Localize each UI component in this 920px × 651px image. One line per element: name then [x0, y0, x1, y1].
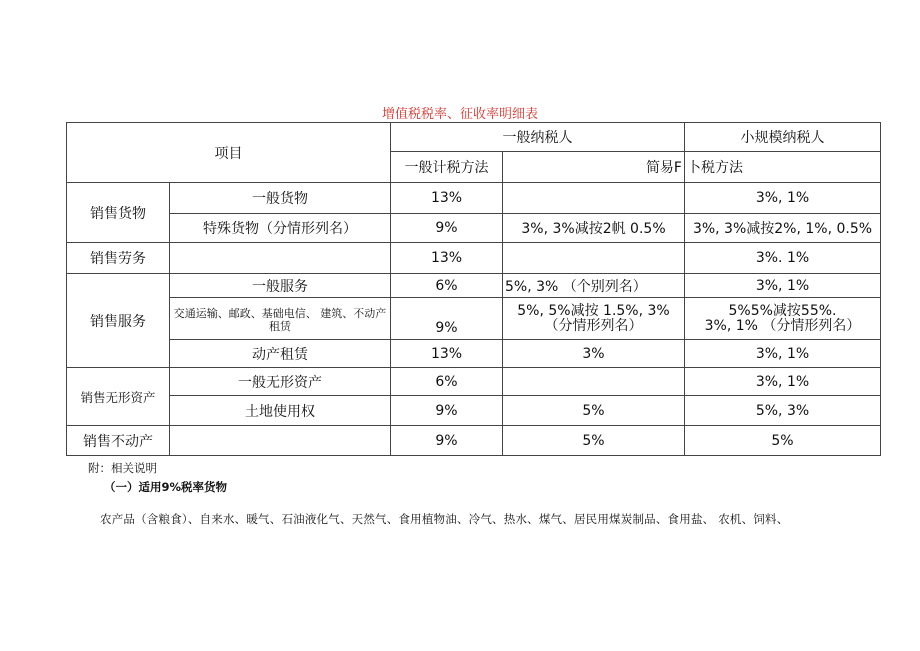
- header-item: 项目: [67, 123, 391, 183]
- table-row: [67, 368, 881, 396]
- category-cell: 销售不动产: [67, 426, 170, 456]
- simple-rate-cell: 5%: [503, 426, 685, 456]
- header-small-taxpayer: 小规模纳税人: [685, 123, 881, 152]
- simple-rate-line: 5%, 5%减按 1.5%, 3%: [517, 302, 670, 319]
- small-rate-cell: [685, 298, 881, 340]
- rate-cell: 6%: [391, 368, 503, 396]
- simple-rate-cell: [503, 183, 685, 214]
- small-rate-line: 3%, 1% （分情形列名）: [704, 317, 861, 334]
- small-rate-cell: 3%, 1%: [685, 274, 881, 298]
- item-cell: 一般无形资产: [170, 368, 391, 396]
- header-simple-method-right: 卜税方法: [685, 152, 881, 183]
- small-rate-cell: 3%, 1%: [685, 340, 881, 368]
- simple-rate-cell: 3%, 3%减按2帆 0.5%: [503, 214, 685, 243]
- small-rate-cell: 3%. 1%: [685, 243, 881, 274]
- item-cell: 一般服务: [170, 274, 391, 298]
- rate-cell: 9%: [391, 396, 503, 426]
- item-cell: 一般货物: [170, 183, 391, 214]
- rate-cell: 13%: [391, 243, 503, 274]
- tax-rate-table: [66, 122, 881, 456]
- item-cell: 交通运输、邮政、基础电信、 建筑、不动产租赁: [170, 298, 391, 340]
- simple-rate-cell: 5%, 3% （个别列名）: [503, 274, 685, 298]
- category-cell: 销售劳务: [67, 243, 170, 274]
- table-row: [67, 183, 881, 214]
- item-cell: 动产租赁: [170, 340, 391, 368]
- header-general-method: 一般计税方法: [391, 152, 503, 183]
- simple-rate-cell: 3%: [503, 340, 685, 368]
- table-row: [67, 243, 881, 274]
- item-cell: 特殊货物（分情形列名）: [170, 214, 391, 243]
- table-row: [67, 426, 881, 456]
- simple-rate-cell: [503, 243, 685, 274]
- table-row: [67, 274, 881, 298]
- rate-cell: 13%: [391, 340, 503, 368]
- table-row: [67, 396, 881, 426]
- appendix-heading: 附：相关说明: [88, 461, 157, 475]
- small-rate-cell: 5%: [685, 426, 881, 456]
- section-body-text: 农产品（含粮食）、自来水、暖气、石油液化气、天然气、食用植物油、冷气、热水、煤气、居民用煤炭制品、食用盐、 农机、饲料、: [100, 512, 789, 526]
- section-heading: （一）适用9%税率货物: [104, 480, 228, 494]
- category-cell: 销售服务: [67, 274, 170, 368]
- small-rate-line: 5%5%减按55%.: [728, 302, 837, 319]
- simple-rate-cell: [503, 298, 685, 340]
- small-rate-cell: 3%, 1%: [685, 368, 881, 396]
- small-rate-cell: 3%, 3%减按2%, 1%, 0.5%: [685, 214, 881, 243]
- rate-cell: 9%: [391, 298, 503, 340]
- simple-rate-line: （分情形列名）: [544, 317, 643, 334]
- item-cell: 土地使用权: [170, 396, 391, 426]
- item-cell: [170, 426, 391, 456]
- category-cell: 销售货物: [67, 183, 170, 243]
- rate-cell: 13%: [391, 183, 503, 214]
- table-row: [67, 298, 881, 340]
- item-cell: [170, 243, 391, 274]
- small-rate-cell: 3%, 1%: [685, 183, 881, 214]
- rate-cell: 9%: [391, 426, 503, 456]
- simple-rate-cell: 5%: [503, 396, 685, 426]
- table-row: [67, 214, 881, 243]
- small-rate-cell: 5%, 3%: [685, 396, 881, 426]
- table-title: 增值税税率、征收率明细表: [381, 107, 538, 122]
- header-general-taxpayer: 一般纳税人: [391, 123, 685, 152]
- category-cell: 销售无形资产: [67, 368, 170, 426]
- table-row: [67, 340, 881, 368]
- rate-cell: 9%: [391, 214, 503, 243]
- simple-rate-cell: [503, 368, 685, 396]
- header-simple-method-left: 简易F: [503, 152, 685, 183]
- rate-cell: 6%: [391, 274, 503, 298]
